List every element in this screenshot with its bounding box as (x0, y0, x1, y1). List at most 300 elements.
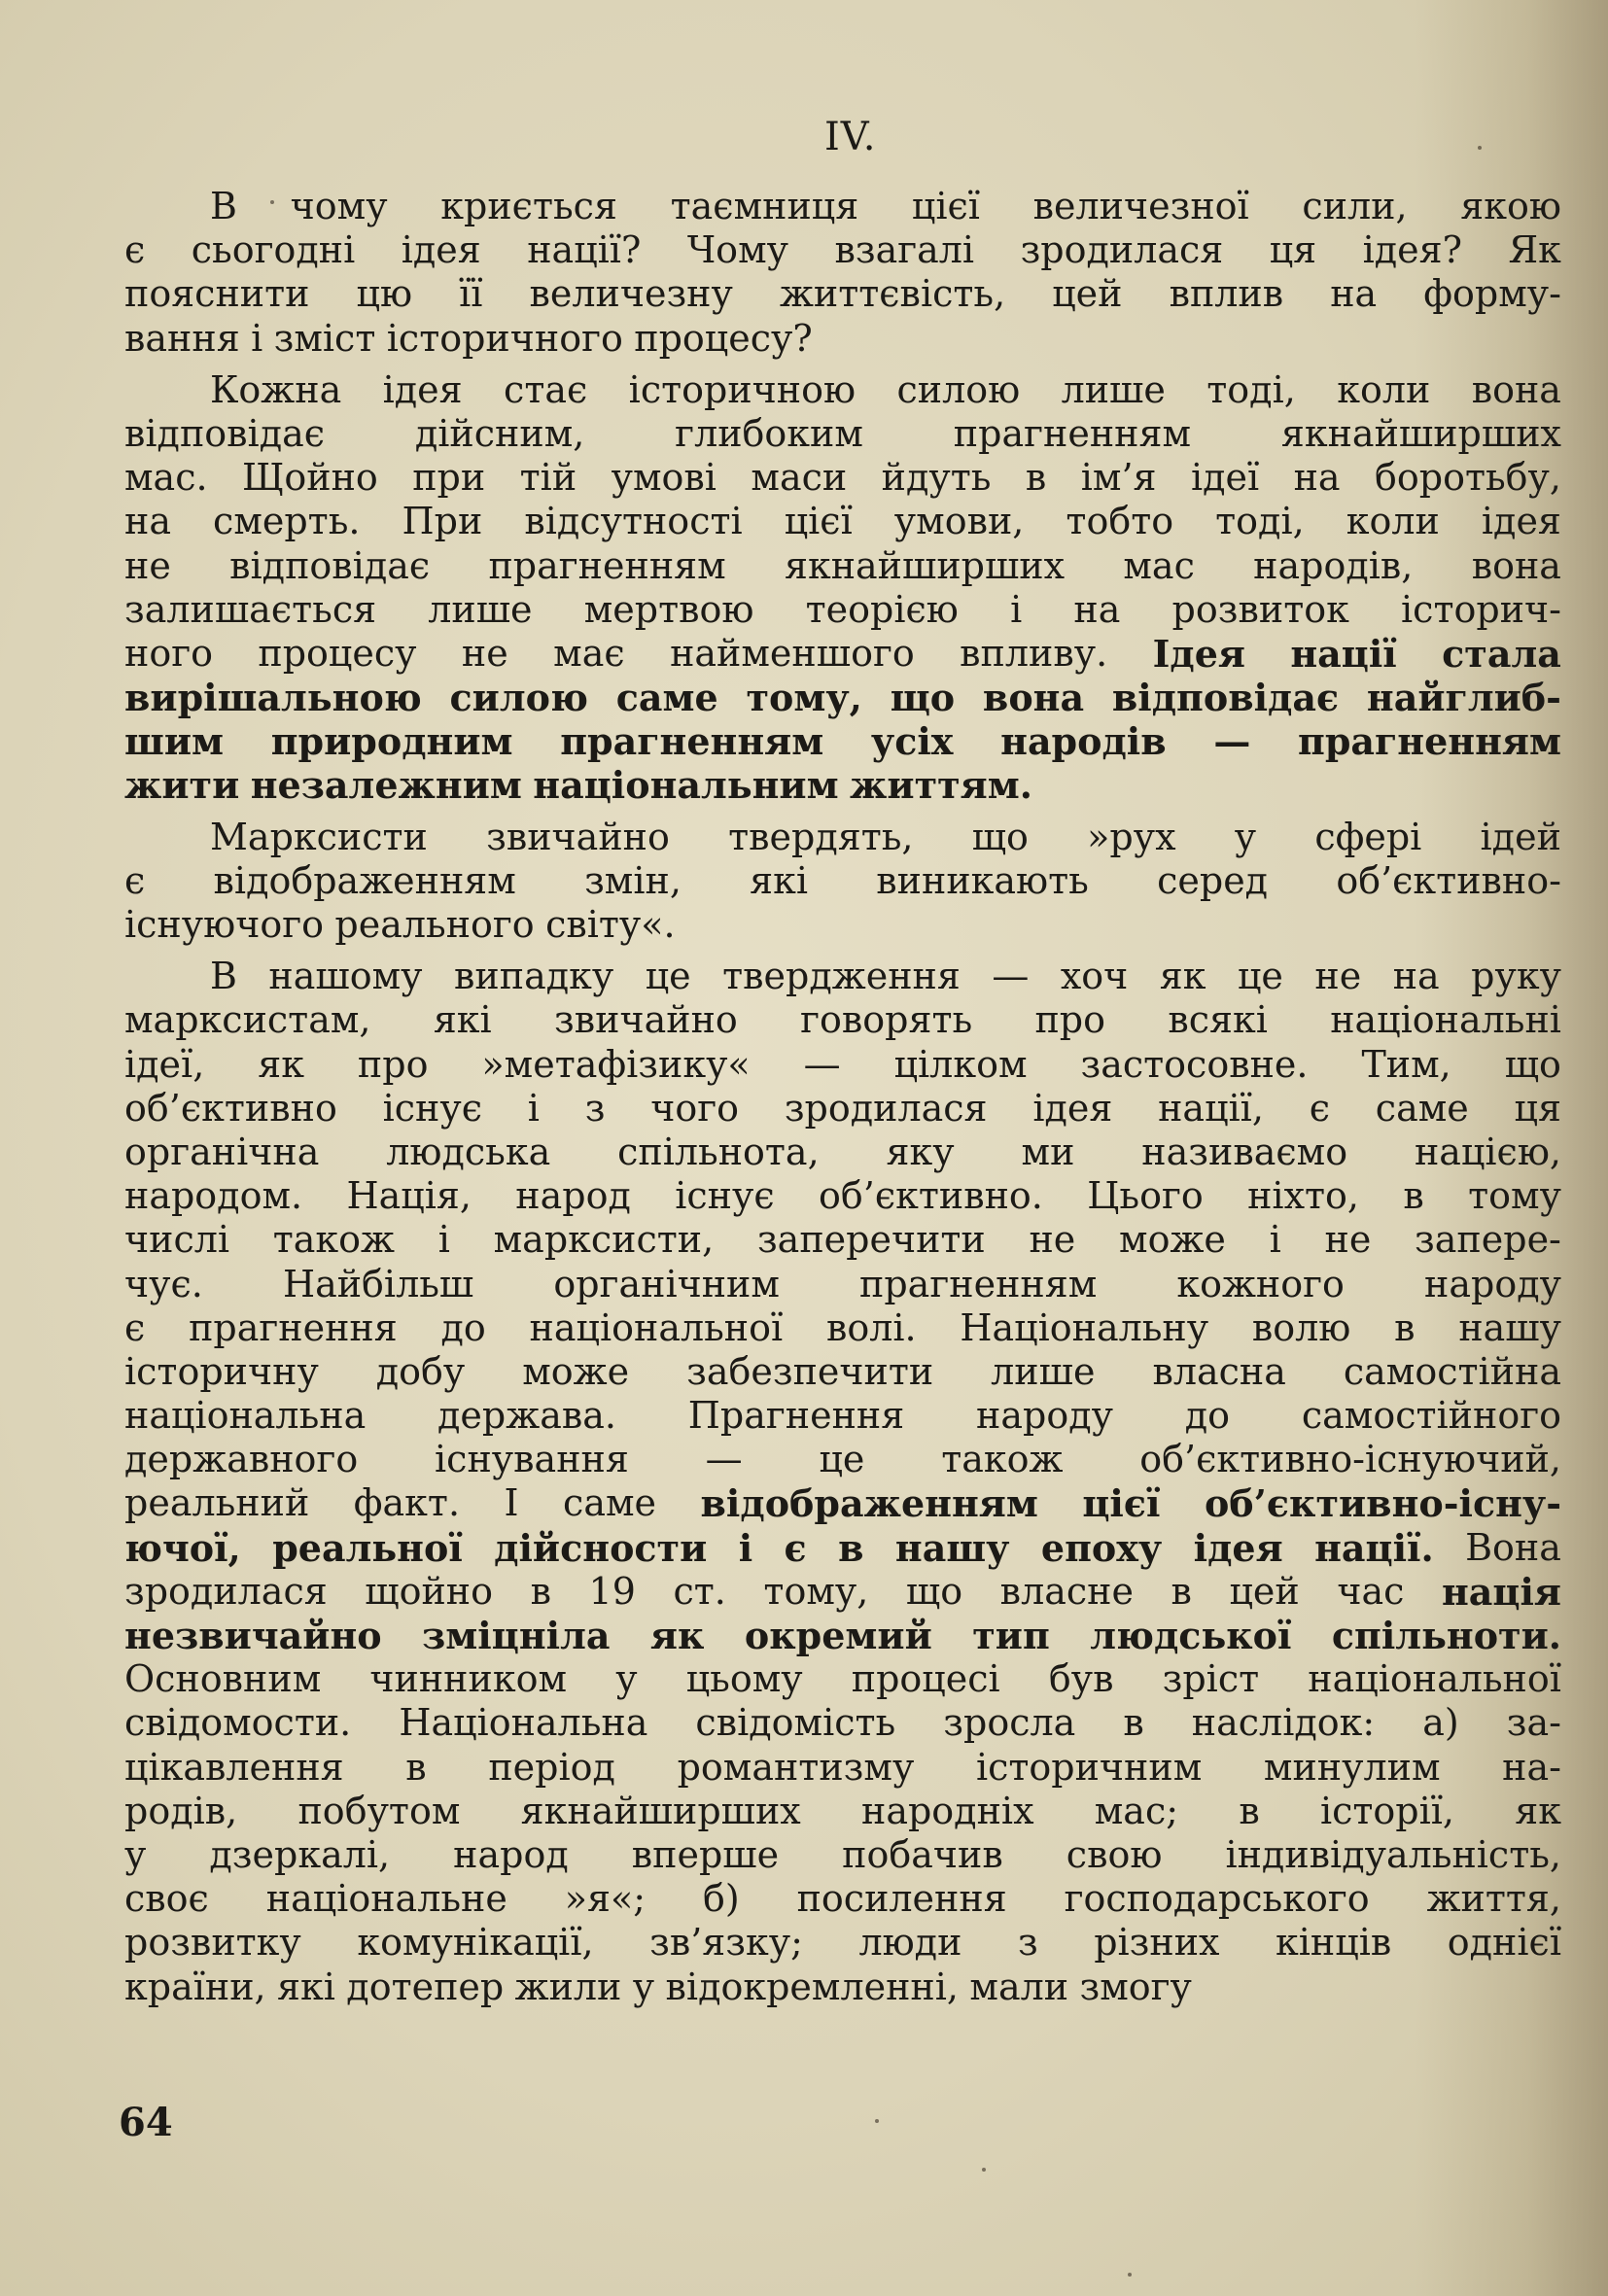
word: народу (976, 1394, 1113, 1438)
word: в (1239, 1789, 1260, 1832)
word: комунікації, (357, 1921, 594, 1965)
word: у (124, 1832, 147, 1876)
word: чинником (369, 1657, 568, 1701)
bold-text-run (124, 763, 1032, 807)
word: йдуть (881, 456, 992, 500)
word: на (124, 500, 171, 543)
word: якою (1460, 185, 1561, 227)
word: є (784, 1525, 807, 1570)
word: держава. (437, 1394, 616, 1438)
word: реального (334, 903, 535, 946)
word: кожного (1176, 1262, 1345, 1305)
text-line (124, 763, 1561, 807)
word: відображенням (700, 1481, 1038, 1526)
paragraph (124, 185, 1561, 361)
word: впливу. (960, 631, 1108, 675)
word: може (522, 1349, 630, 1393)
text-line (124, 632, 1561, 676)
word: жити (124, 763, 240, 808)
word: епоху (1040, 1525, 1163, 1570)
text-line-content (210, 185, 1561, 228)
word: реальної (272, 1525, 463, 1570)
word: своє (124, 1877, 209, 1921)
word: тобто (1066, 500, 1174, 543)
word: коли (1346, 500, 1440, 543)
text-line-content (124, 1174, 1561, 1218)
text-line-content (124, 1043, 1561, 1087)
text-line (124, 185, 1561, 228)
word: в (1403, 1174, 1424, 1218)
word: тому (1468, 1174, 1561, 1218)
word: ідея (1032, 1086, 1113, 1130)
text-line (124, 1043, 1561, 1087)
word: якнайширших (784, 543, 1066, 587)
word: спільнота, (617, 1130, 820, 1173)
word: має (553, 631, 625, 675)
text-line-content (210, 955, 1561, 998)
word: лише (991, 1349, 1096, 1393)
word: на- (1502, 1745, 1561, 1789)
word: тоді, (1206, 367, 1296, 411)
text-line (124, 1263, 1561, 1306)
word: історичною (628, 367, 856, 411)
text-line (124, 1394, 1561, 1438)
word: змогу (1079, 1965, 1192, 2008)
word: нації (1290, 631, 1397, 676)
word: існує (675, 1174, 775, 1218)
word: родів, (124, 1789, 238, 1832)
word: Нація, (346, 1174, 472, 1218)
text-line (124, 500, 1561, 543)
text-line (124, 1306, 1561, 1350)
word: говорять (800, 998, 973, 1042)
paper-speck (1478, 146, 1482, 150)
word: історичну (124, 1349, 319, 1393)
text-line (124, 1131, 1561, 1174)
word: пояснити (124, 272, 310, 316)
text-line (124, 1746, 1561, 1790)
text-line-content (124, 1966, 1561, 2009)
word: у (632, 1965, 655, 2008)
word: до (440, 1305, 486, 1349)
word: вперше (631, 1832, 780, 1876)
text-line (124, 228, 1561, 272)
word: ця (1514, 1086, 1561, 1130)
word: звичайно (554, 998, 738, 1042)
text-line-content (124, 1657, 1561, 1701)
word: і (527, 1086, 540, 1130)
word: про (357, 1042, 429, 1086)
word: людської (1090, 1614, 1292, 1657)
word: вона (982, 676, 1085, 720)
word: окремий (744, 1614, 932, 1657)
word: органічна (124, 1130, 320, 1173)
word: незалежним (250, 763, 522, 808)
text-line (124, 1657, 1561, 1701)
word: об’єктивно- (1336, 858, 1561, 902)
paper-speck (270, 200, 274, 204)
text-line-content (124, 763, 1561, 808)
word: у (1234, 815, 1257, 858)
text-line (124, 272, 1561, 316)
word: люди (858, 1921, 962, 1965)
word: вирішальною (124, 676, 422, 720)
word: час (1337, 1569, 1405, 1613)
word: Ідея (1152, 631, 1245, 676)
word: чому (290, 185, 388, 227)
word: найменшого (670, 631, 915, 675)
text-line (124, 1790, 1561, 1833)
word: розвитку (124, 1921, 301, 1965)
word: Кожна (210, 367, 342, 411)
word: процесу? (634, 316, 813, 360)
word: і (437, 1218, 450, 1262)
word: ім’я (1080, 456, 1157, 500)
text-line-content (124, 903, 1561, 947)
word: життям. (850, 763, 1032, 808)
word: зродилася (1020, 228, 1224, 272)
word: в (1171, 1569, 1192, 1613)
text-line (124, 1087, 1561, 1131)
word: які (277, 1965, 335, 2008)
word: ідея (1481, 500, 1561, 543)
paragraph (124, 368, 1561, 808)
word: що (1504, 1042, 1561, 1086)
word: і (738, 1525, 753, 1570)
word: національні (1330, 998, 1561, 1042)
word: серед (1157, 858, 1269, 902)
word: Основним (124, 1657, 322, 1701)
word: людська (386, 1130, 551, 1173)
word: дотепер (346, 1965, 505, 2008)
text-line-content (124, 1877, 1561, 1921)
word: мас; (1094, 1789, 1179, 1832)
text-run (124, 317, 813, 360)
word: її (459, 272, 483, 316)
word: власне (999, 1569, 1134, 1613)
word: В (210, 955, 237, 998)
word: цієї (1082, 1481, 1161, 1526)
word: форму- (1423, 272, 1561, 316)
word: різних (1094, 1921, 1220, 1965)
word: лише (428, 587, 533, 631)
text-line (124, 456, 1561, 500)
word: сили, (1302, 185, 1408, 227)
word: лише (1061, 367, 1166, 411)
word: усіх (870, 719, 954, 764)
word: Національна (399, 1701, 648, 1745)
word: розвиток (1171, 587, 1349, 631)
word: чого (650, 1086, 740, 1130)
word: ідея? (1362, 228, 1463, 272)
word: криється (440, 185, 617, 227)
word: всякі (1168, 998, 1268, 1042)
word: Вона (1465, 1525, 1561, 1569)
word: прагненням (488, 543, 726, 587)
word: залишається (124, 587, 377, 631)
word: кінців (1276, 1921, 1392, 1965)
word: на (1073, 587, 1121, 631)
word: об’єктивно-існу- (1204, 1481, 1561, 1526)
word: прагненням (859, 1262, 1098, 1305)
word: посилення (796, 1877, 1007, 1921)
word: мас. (124, 456, 208, 500)
word: національна (124, 1394, 367, 1438)
text-line-content (124, 1350, 1561, 1394)
word: змін, (584, 858, 682, 902)
word: Як (1508, 228, 1561, 272)
text-line (124, 998, 1561, 1042)
word: нації? (527, 228, 642, 272)
word: випадку (454, 955, 614, 998)
text-line (124, 1833, 1561, 1877)
chapter-heading: IV. (824, 115, 877, 159)
word: волю (1251, 1305, 1351, 1349)
word: не (1314, 955, 1362, 998)
word: ідея (401, 228, 481, 272)
word: відокремленні, (665, 1965, 959, 2008)
word: існування (435, 1438, 629, 1481)
word: побутом (297, 1789, 461, 1832)
word: цьому (685, 1657, 803, 1701)
text-line (124, 368, 1561, 412)
word: історичним (975, 1745, 1203, 1789)
text-line (124, 1921, 1561, 1965)
word: нашу (1458, 1305, 1561, 1349)
word: мали (969, 1965, 1069, 2008)
word: в (405, 1745, 427, 1789)
word: сьогодні (191, 228, 356, 272)
word: народніх (861, 1789, 1034, 1832)
word: шим (124, 719, 225, 764)
word: може (1119, 1218, 1226, 1262)
word: процесу (258, 631, 417, 675)
word: є (124, 1305, 146, 1349)
text-line (124, 1350, 1561, 1394)
word: нацією, (1414, 1130, 1561, 1173)
word: ніхто, (1247, 1174, 1359, 1218)
text-line-content (124, 676, 1561, 719)
word: цей (1229, 1569, 1300, 1613)
word: народом. (124, 1174, 303, 1218)
word: прагненням (560, 719, 824, 764)
word: процесі (851, 1657, 1000, 1701)
word: мас (1123, 543, 1195, 587)
word: також (272, 1218, 396, 1262)
text-run (124, 1966, 1192, 2008)
word: побачив (842, 1832, 1003, 1876)
word: життя, (1426, 1877, 1561, 1921)
word: які (750, 858, 809, 902)
text-line (124, 1174, 1561, 1218)
word: ного (124, 631, 213, 675)
word: застосовне. (1080, 1042, 1309, 1086)
word: цю (356, 272, 413, 316)
word: народів (1000, 719, 1167, 764)
word: ідеї, (124, 1042, 205, 1086)
text-line-content (124, 719, 1561, 763)
word: на (1392, 955, 1440, 998)
word: прагненням (1298, 719, 1561, 764)
paper-speck (1128, 2273, 1132, 2277)
word: в (838, 1525, 864, 1570)
word: є (124, 228, 146, 272)
text-line (124, 1526, 1561, 1570)
word: мертвою (583, 587, 754, 631)
word: зміцніла (422, 1614, 611, 1657)
text-line (124, 955, 1561, 998)
word: коли (1337, 367, 1431, 411)
word: як (1515, 1789, 1561, 1832)
word: волі. (825, 1305, 917, 1349)
word: як (1159, 955, 1206, 998)
text-line-content (124, 544, 1561, 588)
word: умові (611, 456, 717, 500)
word: свідомість (695, 1701, 896, 1745)
word: яку (886, 1130, 955, 1173)
word: найглиб- (1366, 676, 1561, 720)
word: В (210, 185, 237, 227)
word: »я«; (564, 1877, 647, 1921)
word: зродилася (784, 1086, 988, 1130)
word: силою (449, 676, 588, 720)
word: звичайно (486, 815, 670, 858)
paragraph (124, 955, 1561, 2009)
word: цієї (784, 500, 853, 543)
text-line-content (124, 1833, 1561, 1877)
text-line-content (124, 1701, 1561, 1745)
word: існує (382, 1086, 483, 1130)
word: руку (1471, 955, 1561, 998)
word: а) (1422, 1701, 1459, 1745)
word: історич- (1401, 587, 1561, 631)
word: Щойно (242, 456, 378, 500)
word: як (258, 1042, 304, 1086)
word: ідея (382, 367, 463, 411)
word: Чому (686, 228, 788, 272)
word: цікавлення (124, 1745, 344, 1789)
word: про (1034, 998, 1106, 1042)
word: об’єктивно (124, 1086, 337, 1130)
word: Найбільш (282, 1262, 474, 1305)
word: життєвість, (779, 272, 1006, 316)
word: щойно (365, 1569, 494, 1613)
word: національної (1308, 1657, 1561, 1701)
word: народ (515, 1174, 631, 1218)
text-line-content (124, 998, 1561, 1042)
text-line-content (124, 632, 1561, 676)
word: не (461, 631, 508, 675)
word: які (433, 998, 492, 1042)
word: вплив (1169, 272, 1284, 316)
text-line-content (210, 368, 1561, 412)
word: у (615, 1657, 638, 1701)
word: зродилася (124, 1569, 328, 1613)
word: народ (453, 1832, 569, 1876)
word: таємниця (670, 185, 859, 227)
text-line (124, 1218, 1561, 1262)
word: — (1213, 719, 1251, 764)
text-line (124, 676, 1561, 719)
word: нації. (1314, 1525, 1434, 1570)
text-line-content (124, 1131, 1561, 1174)
word: зв’язку; (649, 1921, 803, 1965)
word: »рух (1087, 815, 1176, 858)
word: в (530, 1569, 551, 1613)
word: спільноти. (1331, 1614, 1561, 1657)
word: також (941, 1438, 1064, 1481)
page-number: 64 (119, 2100, 173, 2145)
word: відсутності (524, 500, 743, 543)
text-line (124, 1438, 1561, 1481)
word: »метафізику« (481, 1042, 751, 1086)
word: саме (1375, 1086, 1469, 1130)
word: при (412, 456, 486, 500)
text-line (124, 1701, 1561, 1745)
word: саме (563, 1481, 657, 1525)
text-line-content (124, 588, 1561, 632)
word: самостійного (1301, 1394, 1561, 1438)
word: — (803, 1042, 841, 1086)
word: якнайширших (520, 1789, 801, 1832)
paper-speck (982, 2168, 986, 2172)
text-line (124, 719, 1561, 763)
word: відповідає (124, 411, 326, 455)
word: стає (504, 367, 588, 411)
word: нація (1441, 1569, 1561, 1614)
word: вона (1471, 367, 1561, 411)
word: зміст (273, 316, 376, 360)
word: числі (124, 1218, 230, 1262)
text-line-content (124, 1614, 1561, 1657)
text-line-content (124, 1438, 1561, 1481)
text-line-content (124, 1746, 1561, 1790)
word: маси (751, 456, 848, 500)
word: незвичайно (124, 1614, 382, 1657)
word: — (992, 955, 1030, 998)
word: марксистам, (124, 998, 371, 1042)
word: з (584, 1086, 606, 1130)
word: теорією (805, 587, 959, 631)
word: свою (1066, 1832, 1163, 1876)
text-line-content (124, 228, 1561, 272)
word: ідеї (1190, 456, 1260, 500)
word: Прагнення (687, 1394, 905, 1438)
word: свідомости. (124, 1701, 352, 1745)
word: органічним (553, 1262, 780, 1305)
body-text (124, 185, 1561, 2009)
word: жили (514, 1965, 622, 2008)
word: взагалі (834, 228, 975, 272)
word: 19 (588, 1569, 636, 1613)
word: нашому (268, 955, 423, 998)
text-line (124, 1570, 1561, 1614)
text-line-content (124, 1394, 1561, 1438)
word: чує. (124, 1262, 203, 1305)
word: державного (124, 1438, 359, 1481)
text-line-content (124, 1526, 1561, 1570)
word: прагнення (189, 1305, 398, 1349)
text-line-content (124, 1087, 1561, 1131)
text-line (124, 1877, 1561, 1921)
text-line-content (124, 1263, 1561, 1306)
word: Цього (1087, 1174, 1204, 1218)
word: вона (1471, 543, 1561, 587)
text-line-content (124, 1481, 1561, 1525)
text-line-content (124, 859, 1561, 903)
word: однієї (1447, 1921, 1561, 1965)
word: є (124, 858, 146, 902)
